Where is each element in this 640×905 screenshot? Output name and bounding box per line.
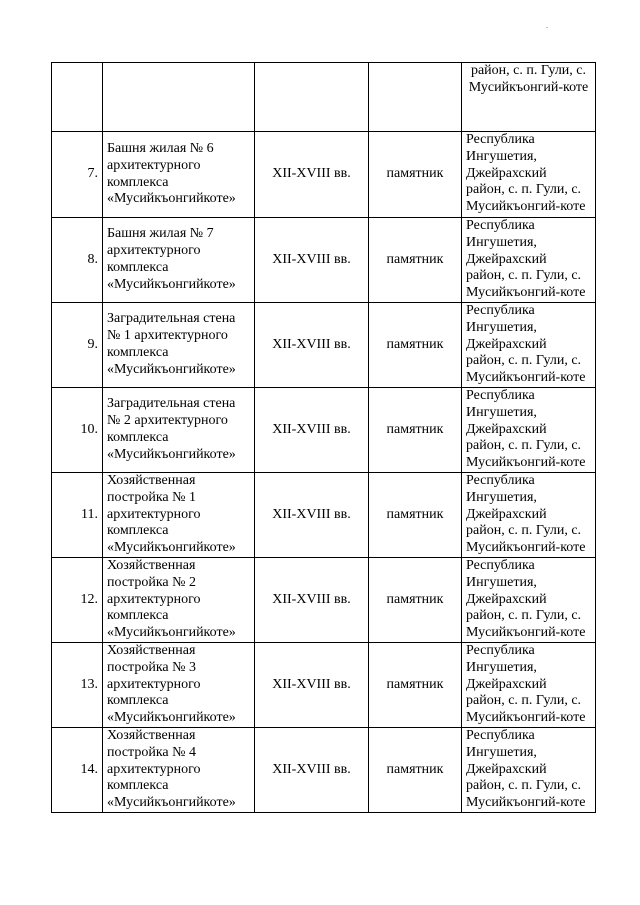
- address-line: Республика: [466, 218, 535, 233]
- name-line: «Мусийкъонгийкоте»: [107, 446, 236, 462]
- address-line: район, с. п. Гули, с.: [466, 778, 582, 794]
- address-line: Джейрахский: [466, 336, 547, 352]
- object-name-cell: [103, 642, 255, 727]
- address-cell: [462, 218, 596, 303]
- name-line: Хозяйственная: [107, 727, 196, 743]
- address-line: Джейрахский: [466, 761, 547, 777]
- object-name-cell: [103, 727, 255, 812]
- name-line: постройка № 4: [107, 744, 196, 760]
- address-line: Мусийкъонгий-коте: [466, 540, 586, 556]
- name-line: комплекса: [107, 523, 169, 539]
- address-line: Джейрахский: [466, 421, 547, 437]
- table-row-continuation: [52, 63, 596, 132]
- name-line: комплекса: [107, 608, 169, 624]
- name-line: «Мусийкъонгийкоте»: [107, 710, 236, 726]
- period-cell: XII-XVIII вв.: [255, 472, 369, 557]
- address-line: Джейрахский: [466, 506, 547, 522]
- name-line: «Мусийкъонгийкоте»: [107, 540, 236, 556]
- name-line: комплекса: [107, 174, 169, 190]
- address-line: район, с. п. Гули, с.: [466, 438, 582, 454]
- name-line: № 1 архитектурного: [107, 328, 228, 344]
- address-line: Мусийкъонгий-коте: [466, 199, 586, 215]
- category-cell: памятник: [369, 132, 462, 218]
- name-line: комплекса: [107, 344, 169, 360]
- period-cell: XII-XVIII вв.: [255, 302, 369, 387]
- table-row: [52, 387, 596, 472]
- name-line: Заградительная стена: [107, 311, 236, 327]
- name-line: Хозяйственная: [107, 557, 196, 573]
- address-line: Республика: [466, 472, 535, 488]
- heritage-registry-table: [51, 62, 596, 813]
- address-line: район, с. п. Гули, с.: [466, 182, 582, 198]
- row-number-cell: [52, 63, 103, 132]
- row-number-cell: 7.: [52, 132, 103, 218]
- object-name-cell: [103, 302, 255, 387]
- object-name-cell: [103, 63, 255, 132]
- address-line: Мусийкъонгий-коте: [466, 795, 586, 811]
- address-line: Ингушетия,: [466, 148, 537, 164]
- period-cell: XII-XVIII вв.: [255, 642, 369, 727]
- address-line: Мусийкъонгий-коте: [466, 455, 586, 471]
- period-cell: XII-XVIII вв.: [255, 218, 369, 303]
- table-row: [52, 642, 596, 727]
- address-cell: [462, 472, 596, 557]
- name-line: архитектурного: [107, 591, 201, 607]
- address-line: Республика: [466, 387, 535, 403]
- address-line: Ингушетия,: [466, 319, 537, 335]
- table-row: [52, 727, 596, 812]
- name-line: архитектурного: [107, 761, 201, 777]
- object-name-cell: [103, 557, 255, 642]
- table-row: [52, 557, 596, 642]
- address-line: район, с. п. Гули, с.: [466, 693, 582, 709]
- name-line: «Мусийкъонгийкоте»: [107, 795, 236, 811]
- address-line: район, с. п. Гули, с.: [466, 353, 582, 369]
- address-cell: [462, 557, 596, 642]
- address-cell: [462, 387, 596, 472]
- object-name-cell: [103, 472, 255, 557]
- name-line: архитектурного: [107, 506, 201, 522]
- address-line: Ингушетия,: [466, 574, 537, 590]
- address-line: Республика: [466, 557, 535, 573]
- table-row: [52, 132, 596, 218]
- period-cell: XII-XVIII вв.: [255, 387, 369, 472]
- address-line: Джейрахский: [466, 251, 547, 267]
- object-name-cell: [103, 218, 255, 303]
- address-line: район, с. п. Гули, с.: [466, 523, 582, 539]
- category-cell: [369, 63, 462, 132]
- address-line: Мусийкъонгий-коте: [466, 285, 586, 301]
- address-cell: [462, 642, 596, 727]
- category-cell: памятник: [369, 727, 462, 812]
- name-line: Башня жилая № 6: [107, 140, 214, 156]
- scan-speck: [546, 27, 548, 28]
- category-cell: памятник: [369, 387, 462, 472]
- category-cell: памятник: [369, 218, 462, 303]
- row-number-cell: 9.: [52, 302, 103, 387]
- address-line: Ингушетия,: [466, 234, 537, 250]
- table-row: [52, 218, 596, 303]
- address-line: Республика: [466, 132, 535, 147]
- address-line: Ингушетия,: [466, 404, 537, 420]
- name-line: Башня жилая № 7: [107, 226, 214, 242]
- period-cell: XII-XVIII вв.: [255, 727, 369, 812]
- object-name-cell: [103, 132, 255, 218]
- table-row: [52, 302, 596, 387]
- name-line: № 2 архитектурного: [107, 413, 228, 429]
- row-number-cell: 10.: [52, 387, 103, 472]
- name-line: Заградительная стена: [107, 396, 236, 412]
- address-line: Мусийкъонгий-коте: [468, 79, 589, 95]
- name-line: постройка № 3: [107, 659, 196, 675]
- period-cell: XII-XVIII вв.: [255, 132, 369, 218]
- name-line: «Мусийкъонгийкоте»: [107, 625, 236, 641]
- row-number-cell: 13.: [52, 642, 103, 727]
- address-line: Ингушетия,: [466, 659, 537, 675]
- category-cell: памятник: [369, 302, 462, 387]
- address-line: Республика: [466, 727, 535, 743]
- address-line: район, с. п. Гули, с.: [466, 608, 582, 624]
- row-number-cell: 14.: [52, 727, 103, 812]
- name-line: Хозяйственная: [107, 642, 196, 658]
- address-cell: [462, 132, 596, 218]
- address-line: Ингушетия,: [466, 744, 537, 760]
- name-line: постройка № 1: [107, 489, 196, 505]
- name-line: архитектурного: [107, 676, 201, 692]
- address-line: Мусийкъонгий-коте: [466, 625, 586, 641]
- address-line: Джейрахский: [466, 676, 547, 692]
- name-line: комплекса: [107, 778, 169, 794]
- address-line: район, с. п. Гули, с.: [470, 63, 587, 78]
- address-line: Мусийкъонгий-коте: [466, 710, 586, 726]
- category-cell: памятник: [369, 557, 462, 642]
- address-line: Мусийкъонгий-коте: [466, 370, 586, 386]
- table-row: [52, 472, 596, 557]
- period-cell: [255, 63, 369, 132]
- category-cell: памятник: [369, 472, 462, 557]
- address-line: Республика: [466, 302, 535, 318]
- row-number-cell: 11.: [52, 472, 103, 557]
- name-line: Хозяйственная: [107, 472, 196, 488]
- name-line: комплекса: [107, 259, 169, 275]
- row-number-cell: 8.: [52, 218, 103, 303]
- address-line: Республика: [466, 642, 535, 658]
- name-line: «Мусийкъонгийкоте»: [107, 361, 236, 377]
- name-line: архитектурного: [107, 243, 201, 259]
- name-line: «Мусийкъонгийкоте»: [107, 276, 236, 292]
- name-line: архитектурного: [107, 157, 201, 173]
- name-line: «Мусийкъонгийкоте»: [107, 191, 236, 207]
- row-number-cell: 12.: [52, 557, 103, 642]
- category-cell: памятник: [369, 642, 462, 727]
- period-cell: XII-XVIII вв.: [255, 557, 369, 642]
- address-line: Ингушетия,: [466, 489, 537, 505]
- address-line: Джейрахский: [466, 165, 547, 181]
- name-line: комплекса: [107, 693, 169, 709]
- address-line: Джейрахский: [466, 591, 547, 607]
- name-line: комплекса: [107, 429, 169, 445]
- address-line: район, с. п. Гули, с.: [466, 268, 582, 284]
- address-cell: [462, 727, 596, 812]
- address-cell: [462, 302, 596, 387]
- object-name-cell: [103, 387, 255, 472]
- address-cell: [462, 63, 596, 132]
- name-line: постройка № 2: [107, 574, 196, 590]
